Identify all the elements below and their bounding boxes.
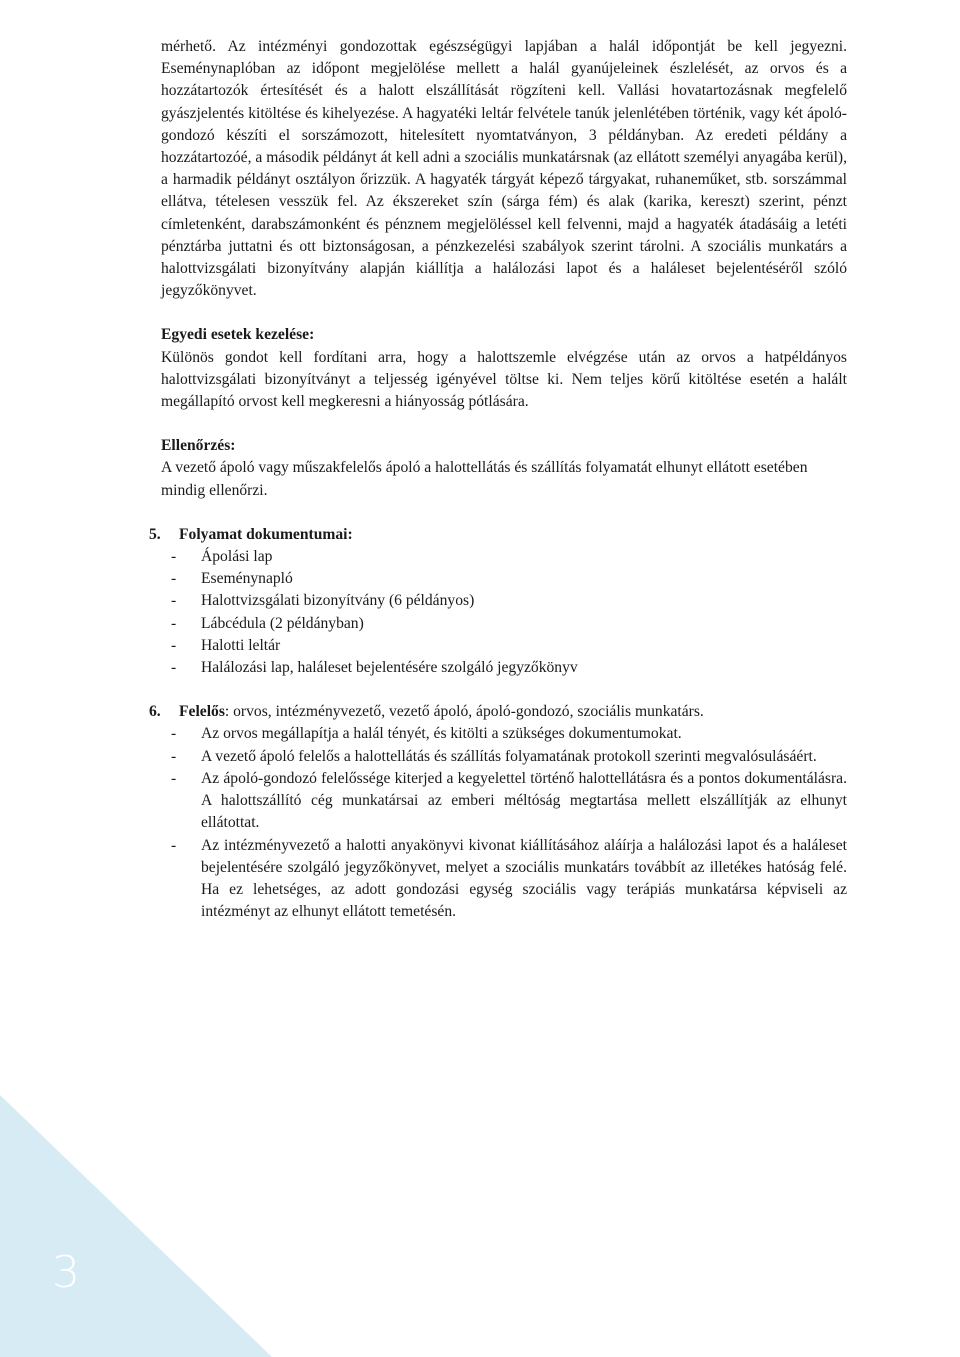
documents-list — [161, 546, 847, 679]
list-item — [161, 768, 847, 835]
list-item — [161, 657, 847, 679]
list-item-text: Lábcédula (2 példányban) — [201, 614, 364, 632]
spacer — [161, 413, 847, 435]
list-dash: - — [171, 747, 177, 765]
section6-number: 6. — [149, 703, 161, 721]
list-item-text: Az ápoló-gondozó felelőssége kiterjed a kegyelettel történő halottellátásra és a pontos dokumentálásra. A halottszállító cég munkatársai az emberi méltóság megtartása mellett elszállítják az elhunyt ellátottat. — [201, 769, 847, 832]
list-dash: - — [171, 548, 177, 566]
special-cases-text: Különös gondot kell fordítani arra, hogy a halottszemle elvégzése után az orvos a hatpéldányos halottvizsgálati bizonyítványt a teljesség igényével töltse ki. Nem teljes körű kitöltése esetén a halált megállapító orvost kell megkeresni a hiányosság pótlására. — [161, 348, 847, 411]
spacer — [161, 502, 847, 524]
list-item — [161, 746, 847, 768]
list-dash: - — [171, 614, 177, 632]
section5-number: 5. — [149, 525, 161, 543]
section6-title: Felelős — [179, 703, 225, 721]
list-item-text: Eseménynapló — [201, 570, 293, 588]
list-item — [161, 546, 847, 568]
list-item — [161, 568, 847, 590]
responsibilities-list — [161, 723, 847, 923]
section5-title: Folyamat dokumentumai: — [179, 525, 353, 543]
list-item — [161, 723, 847, 745]
spacer — [161, 302, 847, 324]
document-body — [149, 36, 847, 923]
list-item — [161, 613, 847, 635]
list-dash: - — [171, 725, 177, 743]
spacer — [161, 679, 847, 701]
section6-heading — [149, 701, 847, 723]
list-item-text: Az intézményvezető a halotti anyakönyvi kivonat kiállításához aláírja a halálozási lapot és a haláleset bejelentésére szolgáló jegyzőkönyvet, melyet a szociális munkatárs továbbít az illetékes hatóság felé. Ha ez lehetséges, az adott gondozási egység szociális vagy terápiás munkatársa képviseli az intézményt az elhunyt ellátott temetésén. — [201, 836, 847, 921]
list-item-text: Halálozási lap, haláleset bejelentésére szolgáló jegyzőkönyv — [201, 659, 578, 677]
section6-subtitle: : orvos, intézményvezető, vezető ápoló, ápoló-gondozó, szociális munkatárs. — [224, 703, 704, 721]
list-item-text: A vezető ápoló felelős a halottellátás és szállítás folyamatának protokoll szerinti megvalósulásáért. — [201, 747, 817, 765]
intro-paragraph: mérhető. Az intézményi gondozottak egészségügyi lapjában a halál időpontját be kell jegyezni. Eseménynaplóban az időpont megjelölése mellett a halál gyanújeleinek észlelését, az orvos és a hozzátartozók értesítését és a halott elszállítását rögzíteni kell. Vallási hovatartozásnak megfelelő gyászjelentés kitöltése és kihelyezése. A hagyatéki leltár felvétele tanúk jelenlétében történik, vagy két ápoló-gondozó készíti el sorszámozott, hitelesített nyomtatványon, 3 példányban. Az eredeti példány a hozzátartozóé, a második példányt át kell adni a szociális munkatársnak (az ellátott személyi anyagába kerül), a harmadik példányt osztályon őrizzük. A hagyaték tárgyát képező tárgyakat, ruhaneműket, stb. sorszámmal ellátva, tételesen vesszük fel. Az ékszereket szín (sárga fém) és alak (karika, kereszt) szerint, pénzt címletenként, darabszámonként és pénznem megjelöléssel kell felvenni, majd a hagyaték átadásáig a letéti pénztárba juttatni és ott biztonságosan, a pénzkezelési szabályok szerint tárolni. A szociális munkatárs a halottvizsgálati bizonyítvány alapján kiállítja a halálozási lapot és a haláleset bejelentéséről szóló jegyzőkönyvet. — [161, 38, 847, 300]
list-item-text: Halottvizsgálati bizonyítvány (6 példányos) — [201, 592, 475, 610]
corner-triangle — [0, 1095, 272, 1357]
list-dash: - — [171, 769, 177, 787]
list-item — [161, 635, 847, 657]
list-dash: - — [171, 659, 177, 677]
list-dash: - — [171, 636, 177, 654]
list-item-text: Halotti leltár — [201, 636, 281, 654]
page-number: 3 — [52, 1247, 80, 1298]
corner-decoration — [0, 1095, 272, 1357]
section5-heading — [149, 524, 847, 546]
list-item — [161, 590, 847, 612]
list-item-text: Az orvos megállapítja a halál tényét, és kitölti a szükséges dokumentumokat. — [201, 725, 682, 743]
list-dash: - — [171, 836, 177, 854]
list-item-text: Ápolási lap — [201, 548, 273, 566]
control-text: A vezető ápoló vagy műszakfelelős ápoló a halottellátás és szállítás folyamatát elhunyt ellátott esetében mindig ellenőrzi. — [161, 459, 808, 499]
list-item — [161, 835, 847, 924]
list-dash: - — [171, 570, 177, 588]
special-cases-heading: Egyedi esetek kezelése: — [161, 326, 315, 344]
list-dash: - — [171, 592, 177, 610]
control-heading: Ellenőrzés: — [161, 437, 236, 455]
